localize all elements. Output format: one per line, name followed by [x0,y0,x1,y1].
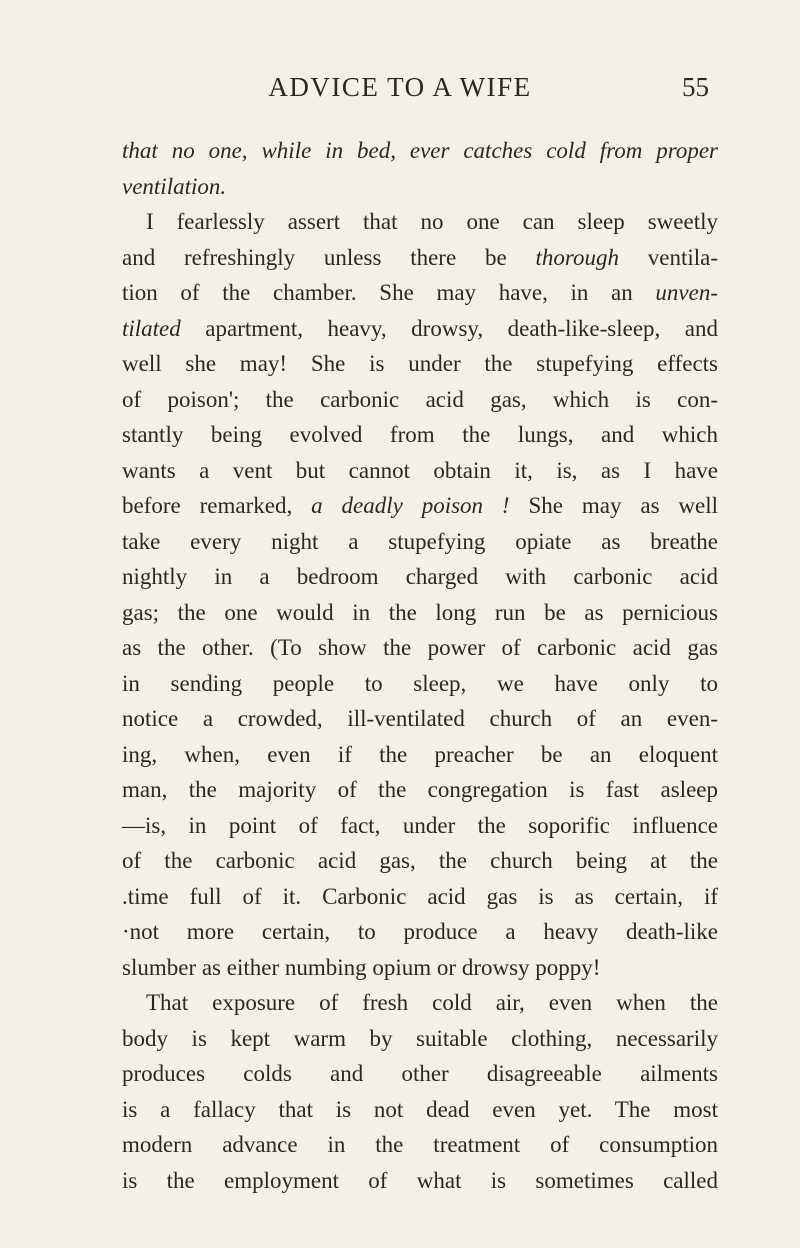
text-segment: ing, when, even if the preacher be an eloquent [122,741,718,767]
text-segment: is the employment of what is sometimes called [122,1167,718,1193]
text-line [122,701,718,737]
text-line [122,524,718,560]
text-segment: before remarked, [122,493,312,518]
text-line [122,1021,718,1057]
text-segment: as the other. (To show the power of carbonic acid gas [122,635,718,660]
text-line [122,240,718,276]
text-line [122,311,718,347]
text-line [122,1163,718,1199]
italic-text: thorough [535,244,619,270]
body-text [122,133,718,1198]
page-number: 55 [682,72,709,102]
text-line [122,737,718,773]
text-segment: body is kept warm by suitable clothing, necessarily [122,1025,718,1051]
text-segment: modern advance in the treatment of consumption [122,1132,718,1157]
text-line [122,133,718,169]
text-line [122,879,718,915]
text-line [122,1127,718,1163]
text-line [122,1092,718,1128]
text-line [122,204,718,240]
text-segment: ventila- [618,244,719,270]
text-segment: —is, in point of fact, under the soporific influence [122,812,718,838]
text-segment: nightly in a bedroom charged with carbonic acid [122,564,718,589]
text-segment: I fearlessly assert that no one can sleep sweetly [146,209,718,234]
text-segment: ·not more certain, to produce a heavy death-like [122,919,718,944]
text-segment: in sending people to sleep, we have only to [122,670,718,696]
text-segment: produces colds and other disagreeable ailments [122,1061,718,1086]
text-segment: She may as well [509,493,719,518]
text-line [122,488,718,524]
text-line [122,772,718,808]
running-title: ADVICE TO A WIFE [268,72,532,102]
text-line [122,417,718,453]
text-segment: tion of the chamber. She may have, in an [122,280,656,305]
text-line [122,950,718,986]
text-segment: notice a crowded, ill-ventilated church of an even- [122,706,718,731]
text-segment: wants a vent but cannot obtain it, is, as I have [122,457,718,483]
text-line [122,630,718,666]
text-segment: is a fallacy that is not dead even yet. The most [122,1096,718,1122]
text-segment: apartment, heavy, drowsy, death-like-sleep, and [180,315,718,341]
text-segment: take every night a stupefying opiate as breathe [122,528,718,554]
text-segment: and refreshingly unless there be [122,244,536,270]
text-segment: man, the majority of the congregation is fast asleep [122,777,718,802]
text-line [122,169,718,205]
text-segment: gas; the one would in the long run be as pernicious [122,599,718,625]
text-segment: .time full of it. Carbonic acid gas is as certain, if [122,883,718,909]
text-line [122,666,718,702]
text-line [122,595,718,631]
text-line [122,275,718,311]
text-line [122,843,718,879]
text-segment: of poison'; the carbonic acid gas, which is con- [122,386,718,412]
italic-text: ventilation. [122,173,227,199]
text-segment: of the carbonic acid gas, the church being at the [122,848,718,873]
text-line [122,559,718,595]
italic-text: tilated [122,315,181,341]
text-line [122,1056,718,1092]
italic-text: a deadly poison ! [311,493,510,518]
text-segment: stantly being evolved from the lungs, and which [122,422,718,447]
text-line [122,382,718,418]
text-line [122,453,718,489]
italic-text: that no one, while in bed, ever catches cold from proper [122,138,718,163]
italic-text: unven- [655,280,718,305]
text-line [122,808,718,844]
text-segment: That exposure of fresh cold air, even when the [146,990,718,1015]
text-segment: well she may! She is under the stupefying effects [122,351,718,376]
text-line [122,985,718,1021]
text-line [122,346,718,382]
text-segment: slumber as either numbing opium or drowsy poppy! [122,954,601,980]
text-line [122,914,718,950]
